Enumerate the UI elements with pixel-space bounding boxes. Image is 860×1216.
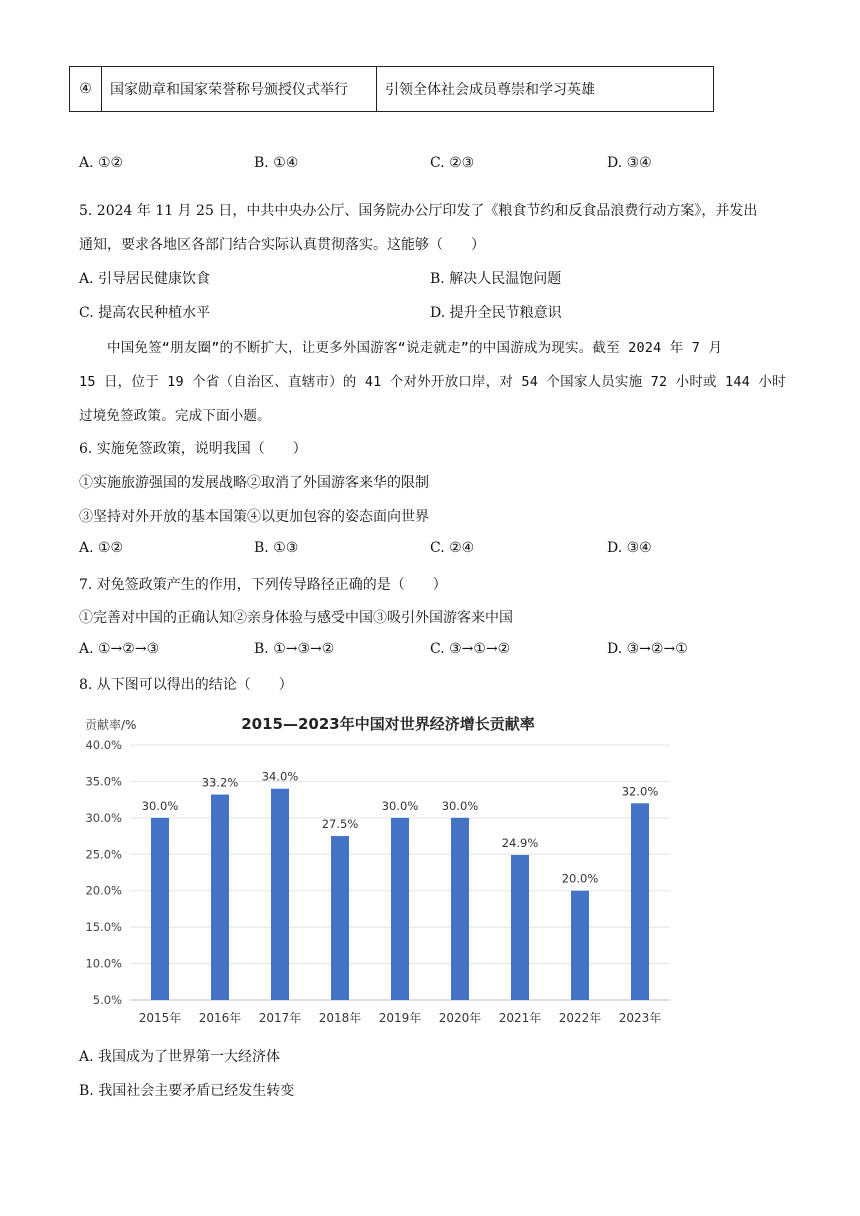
bar-value-label: 24.9% — [501, 836, 539, 851]
q4-option-c[interactable]: C. ②③ — [430, 155, 475, 171]
y-tick-label: 20.0% — [85, 883, 122, 898]
bar — [391, 818, 409, 1000]
q5-option-d[interactable]: D. 提升全民节粮意识 — [430, 305, 562, 321]
q5-stem-line1: 5. 2024 年 11 月 25 日，中共中央办公厅、国务院办公厅印发了《粮食节约和反食品浪费行动方案》，并发出 — [79, 203, 758, 219]
bar-value-label: 20.0% — [561, 871, 599, 886]
row-event: 国家勋章和国家荣誉称号颁授仪式举行 — [102, 67, 377, 112]
q6-option-d[interactable]: D. ③④ — [607, 540, 652, 556]
q7-option-c[interactable]: C. ③→①→② — [430, 641, 511, 657]
q7-option-a[interactable]: A. ①→②→③ — [79, 641, 160, 657]
q5-option-b[interactable]: B. 解决人民温饱问题 — [430, 271, 562, 287]
bar-value-label: 33.2% — [201, 775, 239, 790]
bar — [631, 803, 649, 1000]
x-tick-label: 2018年 — [318, 1011, 362, 1025]
row-number: ④ — [70, 67, 102, 112]
y-tick-label: 40.0% — [85, 738, 122, 752]
q6-statements-1: ①实施旅游强国的发展战略②取消了外国游客来华的限制 — [79, 475, 429, 491]
passage-line1: 中国免签“朋友圈”的不断扩大，让更多外国游客“说走就走”的中国游成为现实。截至 2024 年 7 月 — [107, 340, 723, 356]
y-tick-label: 25.0% — [85, 847, 122, 862]
y-tick-label: 30.0% — [85, 810, 122, 825]
q6-option-a[interactable]: A. ①② — [79, 540, 124, 556]
q8-stem: 8. 从下图可以得出的结论（ ） — [79, 677, 293, 693]
bar — [271, 789, 289, 1000]
q8-option-b[interactable]: B. 我国社会主要矛盾已经发生转变 — [79, 1083, 295, 1099]
bar — [571, 891, 589, 1000]
passage-line3: 过境免签政策。完成下面小题。 — [79, 408, 271, 424]
q7-statements: ①完善对中国的正确认知②亲身体验与感受中国③吸引外国游客来中国 — [79, 610, 513, 626]
x-tick-label: 2022年 — [558, 1011, 602, 1025]
bar-value-label: 27.5% — [321, 817, 359, 832]
x-tick-label: 2015年 — [138, 1011, 182, 1025]
q4-option-a[interactable]: A. ①② — [79, 155, 124, 171]
bar-value-label: 30.0% — [381, 798, 419, 813]
y-tick-label: 5.0% — [92, 993, 122, 1007]
bar — [211, 795, 229, 1000]
x-tick-label: 2019年 — [378, 1011, 422, 1025]
x-tick-label: 2021年 — [498, 1011, 542, 1025]
q8-option-a[interactable]: A. 我国成为了世界第一大经济体 — [79, 1049, 281, 1065]
row-meaning: 引领全体社会成员尊崇和学习英雄 — [377, 67, 714, 112]
y-tick-label: 15.0% — [85, 920, 122, 935]
bar — [451, 818, 469, 1000]
q7-stem: 7. 对免签政策产生的作用，下列传导路径正确的是（ ） — [79, 577, 447, 593]
q6-stem: 6. 实施免签政策，说明我国（ ） — [79, 441, 307, 457]
x-tick-label: 2017年 — [258, 1011, 302, 1025]
y-tick-label: 10.0% — [85, 956, 122, 971]
bar-value-label: 30.0% — [141, 798, 179, 813]
x-tick-label: 2016年 — [198, 1011, 242, 1025]
x-tick-label: 2023年 — [618, 1011, 662, 1025]
q5-option-a[interactable]: A. 引导居民健康饮食 — [79, 271, 211, 287]
bar-value-label: 30.0% — [441, 798, 479, 813]
contribution-bar-chart — [70, 702, 680, 1038]
q6-option-c[interactable]: C. ②④ — [430, 540, 475, 556]
bar-value-label: 32.0% — [621, 784, 659, 799]
bar — [511, 855, 529, 1000]
bar-value-label: 34.0% — [261, 769, 299, 784]
q4-option-b[interactable]: B. ①④ — [254, 155, 299, 171]
bar — [331, 836, 349, 1000]
q7-option-b[interactable]: B. ①→③→② — [254, 641, 335, 657]
passage-line2: 15 日，位于 19 个省（自治区、直辖市）的 41 个对外开放口岸，对 54 个国家人员实施 72 小时或 144 小时 — [79, 374, 786, 390]
y-tick-label: 35.0% — [85, 774, 122, 789]
x-tick-label: 2020年 — [438, 1011, 482, 1025]
answer-table-row — [69, 66, 714, 112]
q6-option-b[interactable]: B. ①③ — [254, 540, 299, 556]
q4-option-d[interactable]: D. ③④ — [607, 155, 652, 171]
bar — [151, 818, 169, 1000]
q7-option-d[interactable]: D. ③→②→① — [607, 641, 688, 657]
q5-stem-line2: 通知，要求各地区各部门结合实际认真贯彻落实。这能够（ ） — [79, 237, 485, 253]
y-axis-label: 贡献率/% — [85, 718, 137, 732]
q5-option-c[interactable]: C. 提高农民种植水平 — [79, 305, 211, 321]
q6-statements-2: ③坚持对外开放的基本国策④以更加包容的姿态面向世界 — [79, 509, 429, 525]
chart-title: 2015—2023年中国对世界经济增长贡献率 — [241, 715, 535, 733]
